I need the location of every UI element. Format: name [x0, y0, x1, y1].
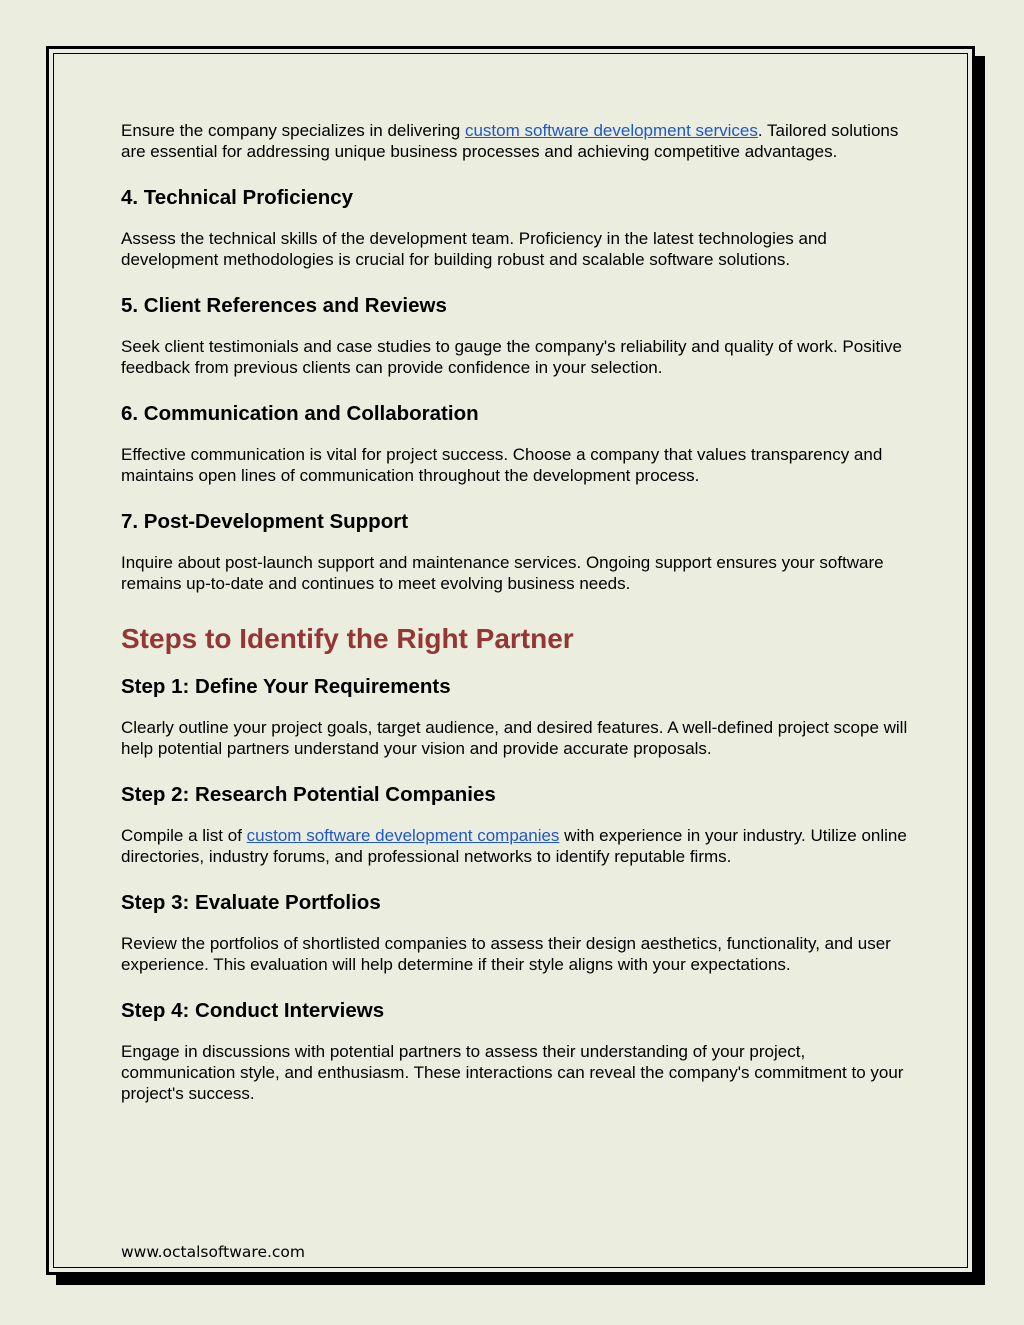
step2-body — [121, 825, 911, 867]
document-content — [121, 120, 911, 1104]
custom-software-services-link[interactable]: custom software development services — [464, 121, 758, 140]
step1-body: Clearly outline your project goals, target audience, and desired features. A well-defined project scope will help potential partners understand your vision and provide accurate proposals. — [121, 718, 908, 758]
step2-text-before: Compile a list of — [121, 826, 247, 845]
section-body-client-references: Seek client testimonials and case studies to gauge the company's reliability and quality of work. Positive feedback from previous clients can provide confidence in your selection. — [121, 337, 902, 377]
footer-website: www.octalsoftware.com — [121, 1243, 306, 1261]
custom-software-companies-link[interactable]: custom software development companies — [246, 826, 560, 845]
step3-body: Review the portfolios of shortlisted companies to assess their design aesthetics, functionality, and user experience. This evaluation will help determine if their style aligns with your expectations. — [121, 934, 891, 974]
step2-heading: Step 2: Research Potential Companies — [121, 783, 496, 806]
step3-heading: Step 3: Evaluate Portfolios — [121, 891, 381, 914]
section-body-technical-proficiency: Assess the technical skills of the development team. Proficiency in the latest technologies and development methodologies is crucial for building robust and scalable software solutions. — [121, 229, 827, 269]
intro-text-before: Ensure the company specializes in delivering — [121, 121, 465, 140]
steps-title: Steps to Identify the Right Partner — [121, 623, 574, 654]
step4-heading: Step 4: Conduct Interviews — [121, 999, 385, 1022]
section-heading-communication: 6. Communication and Collaboration — [121, 402, 479, 425]
section-body-communication: Effective communication is vital for project success. Choose a company that values transparency and maintains open lines of communication throughout the development process. — [121, 445, 883, 485]
step1-heading: Step 1: Define Your Requirements — [121, 675, 451, 698]
section-heading-client-references: 5. Client References and Reviews — [121, 294, 447, 317]
step2-text-after: with experience in your industry. Utilize online directories, industry forums, and professional networks to identify reputable firms. — [121, 826, 907, 866]
section-heading-technical-proficiency: 4. Technical Proficiency — [121, 186, 354, 209]
intro-text-after: . Tailored solutions are essential for addressing unique business processes and achieving competitive advantages. — [121, 121, 899, 161]
section-body-post-development: Inquire about post-launch support and maintenance services. Ongoing support ensures your software remains up-to-date and continues to meet evolving business needs. — [121, 553, 884, 593]
section-heading-post-development: 7. Post-Development Support — [121, 510, 409, 533]
step4-body: Engage in discussions with potential partners to assess their understanding of your project, communication style, and enthusiasm. These interactions can reveal the company's commitment to your project's success. — [121, 1042, 904, 1103]
intro-paragraph — [121, 120, 911, 162]
